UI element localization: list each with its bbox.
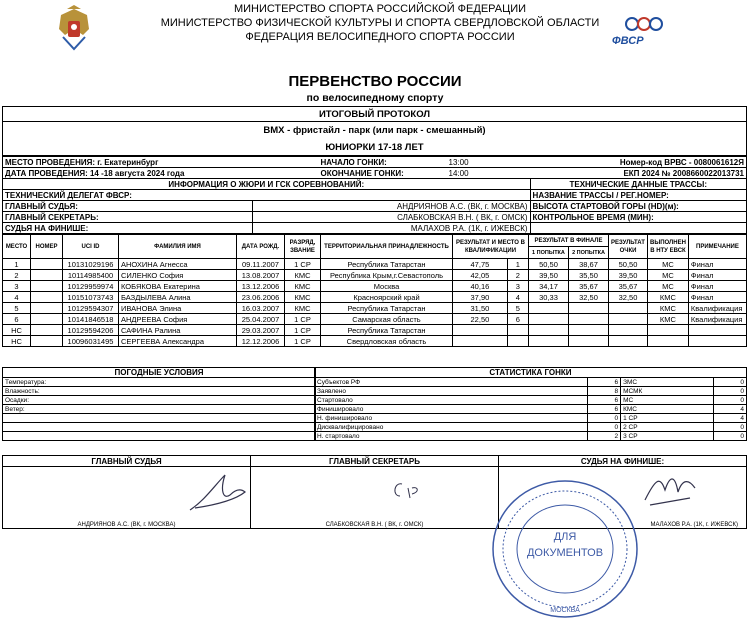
table-row [3,336,747,347]
cell-name: СИЛЕНКО София [119,270,237,281]
stats-right-cell: 0 [713,432,746,441]
cell-region: Свердловская область [321,336,453,347]
meta-ekp: ЕКП 2024 № 2008660022013731 [507,168,747,179]
tech-title: ТЕХНИЧЕСКИЕ ДАННЫЕ ТРАССЫ: [530,179,746,190]
document-header [0,0,750,60]
cell-a2: 35,67 [569,281,609,292]
cell-uci: 10129594206 [63,325,119,336]
cell-region: Самарская область [321,314,453,325]
meta-end-label: ОКОНЧАНИЕ ГОНКИ: [319,168,447,179]
cell-place: 5 [3,303,31,314]
col-name: ФАМИЛИЯ ИМЯ [119,235,237,259]
col-place: МЕСТО [3,235,31,259]
finish-signature-icon [640,470,700,510]
table-row [3,281,747,292]
weather-row: Температура: [3,378,316,387]
cell-uci: 10151073743 [63,292,119,303]
cell-dob: 09.11.2007 [237,259,285,270]
col-try1: 1 ПОПЫТКА [528,247,568,259]
cell-ev [647,336,688,347]
cell-rank: 1 СР [285,325,321,336]
header-line-1: МИНИСТЕРСТВО СПОРТА РОССИЙСКОЙ ФЕДЕРАЦИИ [233,3,527,15]
cell-place: 2 [3,270,31,281]
cell-note: Финал [688,270,746,281]
stats-left-cell: 6 [588,396,621,405]
jury-judge-value: АНДРИЯНОВ А.С. (ВК, г. МОСКВА) [253,201,531,212]
cell-note: Квалификация [688,303,746,314]
cell-a2 [569,303,609,314]
stats-left-cell: Н. стартовало [315,432,588,441]
cell-uci: 10096031495 [63,336,119,347]
stamp-icon [490,478,640,620]
cell-region: Республика Крым,г.Севастополь [321,270,453,281]
cell-dob: 16.03.2007 [237,303,285,314]
cell-ev: КМС [647,303,688,314]
table-row [3,259,747,270]
cell-a1: 50,50 [528,259,568,270]
secretary-signature-icon [390,478,430,503]
cell-name: ИВАНОВА Элина [119,303,237,314]
cell-num [31,336,63,347]
cell-uci: 10129594307 [63,303,119,314]
weather-table [2,367,316,441]
jury-table [2,178,747,234]
cell-pts [609,325,648,336]
stats-right-cell: МС [621,396,714,405]
cell-rank: 1 СР [285,259,321,270]
cell-qp: 6 [507,314,528,325]
cell-qp: 3 [507,281,528,292]
cell-dob: 13.12.2006 [237,281,285,292]
cell-qp: 2 [507,270,528,281]
cell-note [688,325,746,336]
header-line-2: МИНИСТЕРСТВО ФИЗИЧЕСКОЙ КУЛЬТУРЫ И СПОРТА СВЕРДЛОВСКОЙ ОБЛАСТИ [160,17,600,29]
stats-right-cell: 4 [713,405,746,414]
cell-q: 40,16 [453,281,508,292]
stats-right-cell: 3 СР [621,432,714,441]
col-qual: РЕЗУЛЬТАТ И МЕСТО В КВАЛИФИКАЦИИ [453,235,529,259]
col-evsk: ВЫПОЛНЕН В НТУ ЕВСК [647,235,688,259]
col-try2: 2 ПОПЫТКА [569,247,609,259]
cell-a2: 38,67 [569,259,609,270]
cell-note [688,336,746,347]
cell-qp [507,325,528,336]
cell-a1 [528,336,568,347]
cell-uci: 10141846518 [63,314,119,325]
cell-ev: КМС [647,292,688,303]
meta-table [2,156,747,179]
cell-num [31,303,63,314]
cell-ev [647,325,688,336]
col-uci: UCI ID [63,235,119,259]
coat-of-arms-icon [53,5,95,51]
cell-name: САФИНА Ралина [119,325,237,336]
weather-row: Влажность: [3,387,316,396]
cell-a2: 32,50 [569,292,609,303]
table-row [3,303,747,314]
stamp-text-3: МОСКВА [550,607,580,614]
cell-a1 [528,325,568,336]
stamp-text-2: ДОКУМЕНТОВ [526,547,604,559]
col-region: ТЕРРИТОРИАЛЬНАЯ ПРИНАДЛЕЖНОСТЬ [321,235,453,259]
stats-left-cell: 6 [588,405,621,414]
cell-dob: 12.12.2006 [237,336,285,347]
page-subtitle: по велосипедному спорту [306,92,444,104]
sig-secretary-cell [251,467,499,529]
cell-ev: МС [647,270,688,281]
cell-pts: 50,50 [609,259,648,270]
cell-region: Красноярский край [321,292,453,303]
jury-delegate: ТЕХНИЧЕСКИЙ ДЕЛЕГАТ ФВСР: [3,190,531,201]
cell-q: 37,90 [453,292,508,303]
cell-ev: МС [647,281,688,292]
tech-control: КОНТРОЛЬНОЕ ВРЕМЯ (МИН): [530,212,746,223]
cell-note: Финал [688,281,746,292]
col-dob: ДАТА РОЖД. [237,235,285,259]
cell-num [31,292,63,303]
stats-left-cell: Н. финишировало [315,414,588,423]
jury-secretary-label: ГЛАВНЫЙ СЕКРЕТАРЬ: [3,212,253,223]
col-final: РЕЗУЛЬТАТ В ФИНАЛЕ [528,235,608,247]
cell-name: АНОХИНА Агнесса [119,259,237,270]
weather-row: Ветер: [3,405,316,414]
cell-note: Финал [688,259,746,270]
sig-finish-name: МАЛАХОВ Р.А. (1К, г. ИЖЕВСК) [650,522,738,528]
stats-right-cell: 4 [713,414,746,423]
jury-finish-value: МАЛАХОВ Р.А. (1К, г. ИЖЕВСК) [253,223,531,234]
meta-code: Номер-код ВРВС - 0080061612Я [507,157,747,168]
cell-place: 3 [3,281,31,292]
cell-a1 [528,303,568,314]
stats-left-cell: 8 [588,387,621,396]
cell-num [31,270,63,281]
protocol-box [2,106,747,156]
cell-num [31,314,63,325]
stats-right-cell: 0 [713,387,746,396]
tech-height: ВЫСОТА СТАРТОВОЙ ГОРЫ (HD)(м): [530,201,746,212]
cell-rank: КМС [285,281,321,292]
cell-dob: 25.04.2007 [237,314,285,325]
cell-rank: 1 СР [285,314,321,325]
cell-rank: КМС [285,292,321,303]
cell-pts [609,314,648,325]
cell-dob: 23.06.2006 [237,292,285,303]
stats-left-cell: 0 [588,414,621,423]
cell-rank: КМС [285,303,321,314]
cell-a1: 39,50 [528,270,568,281]
cell-a1 [528,314,568,325]
table-row [3,270,747,281]
sig-secretary-label: ГЛАВНЫЙ СЕКРЕТАРЬ [251,456,499,467]
meta-start-label: НАЧАЛО ГОНКИ: [319,157,447,168]
cell-num [31,325,63,336]
cell-q [453,336,508,347]
cell-q: 31,50 [453,303,508,314]
results-table [2,234,747,347]
col-num: НОМЕР [31,235,63,259]
cell-num [31,259,63,270]
cell-pts: 39,50 [609,270,648,281]
cell-num [31,281,63,292]
cell-rank: КМС [285,270,321,281]
cell-name: КОБЯКОВА Екатерина [119,281,237,292]
stats-left-cell: Стартовало [315,396,588,405]
protocol-name: ИТОГОВЫЙ ПРОТОКОЛ [3,107,746,122]
protocol-category: ЮНИОРКИ 17-18 ЛЕТ [325,142,424,153]
jury-judge-label: ГЛАВНЫЙ СУДЬЯ: [3,201,253,212]
cell-qp [507,336,528,347]
cell-ev: МС [647,259,688,270]
stats-right-cell: 0 [713,396,746,405]
header-line-3: ФЕДЕРАЦИЯ ВЕЛОСИПЕДНОГО СПОРТА РОССИИ [245,31,515,43]
cell-dob: 29.03.2007 [237,325,285,336]
jury-secretary-value: СЛАБКОВСКАЯ В.Н. ( ВК, г. ОМСК) [253,212,531,223]
col-note: ПРИМЕЧАНИЕ [688,235,746,259]
cell-note: Квалификация [688,314,746,325]
stats-left-cell: 2 [588,432,621,441]
sig-judge-label: ГЛАВНЫЙ СУДЬЯ [3,456,251,467]
sig-judge-name: АНДРИЯНОВ А.С. (ВК, г. МОСКВА) [77,522,176,528]
fvsr-logo-text: ФВСР [612,35,644,47]
col-rank: РАЗРЯД, ЗВАНИЕ [285,235,321,259]
stats-left-cell: 6 [588,378,621,387]
meta-date: ДАТА ПРОВЕДЕНИЯ: 14 -18 августа 2024 года [3,168,319,179]
cell-a2 [569,325,609,336]
stats-table [314,367,747,441]
cell-a1: 34,17 [528,281,568,292]
cell-pts: 32,50 [609,292,648,303]
col-points: РЕЗУЛЬТАТ ОЧКИ [609,235,648,259]
meta-place: МЕСТО ПРОВЕДЕНИЯ: г. Екатеринбург [3,157,319,168]
meta-start: 13:00 [447,157,507,168]
stats-right-cell: 1 СР [621,414,714,423]
cell-place: НС [3,336,31,347]
cell-a1: 30,33 [528,292,568,303]
stats-right-cell: 0 [713,378,746,387]
fvsr-logo-icon [610,12,666,50]
jury-title: ИНФОРМАЦИЯ О ЖЮРИ И ГСК СОРЕВНОВАНИЙ: [3,179,531,190]
cell-qp: 1 [507,259,528,270]
table-row [3,325,747,336]
cell-place: 4 [3,292,31,303]
stats-right-cell: МСМК [621,387,714,396]
stats-right-cell: 2 СР [621,423,714,432]
cell-note: Финал [688,292,746,303]
weather-title: ПОГОДНЫЕ УСЛОВИЯ [3,368,316,378]
stats-left-cell: 0 [588,423,621,432]
stats-right-cell: 0 [713,423,746,432]
table-row [3,314,747,325]
cell-uci: 10114985400 [63,270,119,281]
cell-a2 [569,314,609,325]
cell-q [453,325,508,336]
table-row [3,292,747,303]
cell-place: 6 [3,314,31,325]
page-title: ПЕРВЕНСТВО РОССИИ [288,73,462,90]
cell-name: БАЗДЫЛЕВА Алина [119,292,237,303]
cell-q: 42,05 [453,270,508,281]
cell-name: АНДРЕЕВА София [119,314,237,325]
cell-pts [609,336,648,347]
cell-region: Республика Татарстан [321,325,453,336]
judge-signature-icon [185,470,265,515]
stats-left-cell: Заявлено [315,387,588,396]
cell-qp: 4 [507,292,528,303]
cell-region: Республика Татарстан [321,259,453,270]
cell-uci: 10131029196 [63,259,119,270]
cell-rank: 1 СР [285,336,321,347]
cell-region: Москва [321,281,453,292]
cell-a2 [569,336,609,347]
sig-finish-label: СУДЬЯ НА ФИНИШЕ: [499,456,747,467]
stats-title: СТАТИСТИКА ГОНКИ [315,368,747,378]
stats-right-cell: КМС [621,405,714,414]
meta-end: 14:00 [447,168,507,179]
weather-row: Осадки: [3,396,316,405]
cell-qp: 5 [507,303,528,314]
cell-pts [609,303,648,314]
cell-a2: 35,50 [569,270,609,281]
cell-ev: КМС [647,314,688,325]
cell-region: Республика Татарстан [321,303,453,314]
cell-q: 47,75 [453,259,508,270]
protocol-discipline: BMX - фристайл - парк (или парк - смешанный) [263,125,486,136]
stamp-text-1: ДЛЯ [553,531,577,543]
stats-left-cell: Субъектов РФ [315,378,588,387]
cell-name: СЕРГЕЕВА Александра [119,336,237,347]
cell-q: 22,50 [453,314,508,325]
stats-left-cell: Дисквалифицировано [315,423,588,432]
stats-left-cell: Финишировало [315,405,588,414]
cell-place: 1 [3,259,31,270]
cell-uci: 10129959974 [63,281,119,292]
sig-secretary-name: СЛАБКОВСКАЯ В.Н. ( ВК, г. ОМСК) [325,522,424,528]
jury-finish-label: СУДЬЯ НА ФИНИШЕ: [3,223,253,234]
cell-place: НС [3,325,31,336]
cell-dob: 13.08.2007 [237,270,285,281]
tech-track: НАЗВАНИЕ ТРАССЫ / РЕГ.НОМЕР: [530,190,746,201]
stats-right-cell: ЗМС [621,378,714,387]
cell-pts: 35,67 [609,281,648,292]
